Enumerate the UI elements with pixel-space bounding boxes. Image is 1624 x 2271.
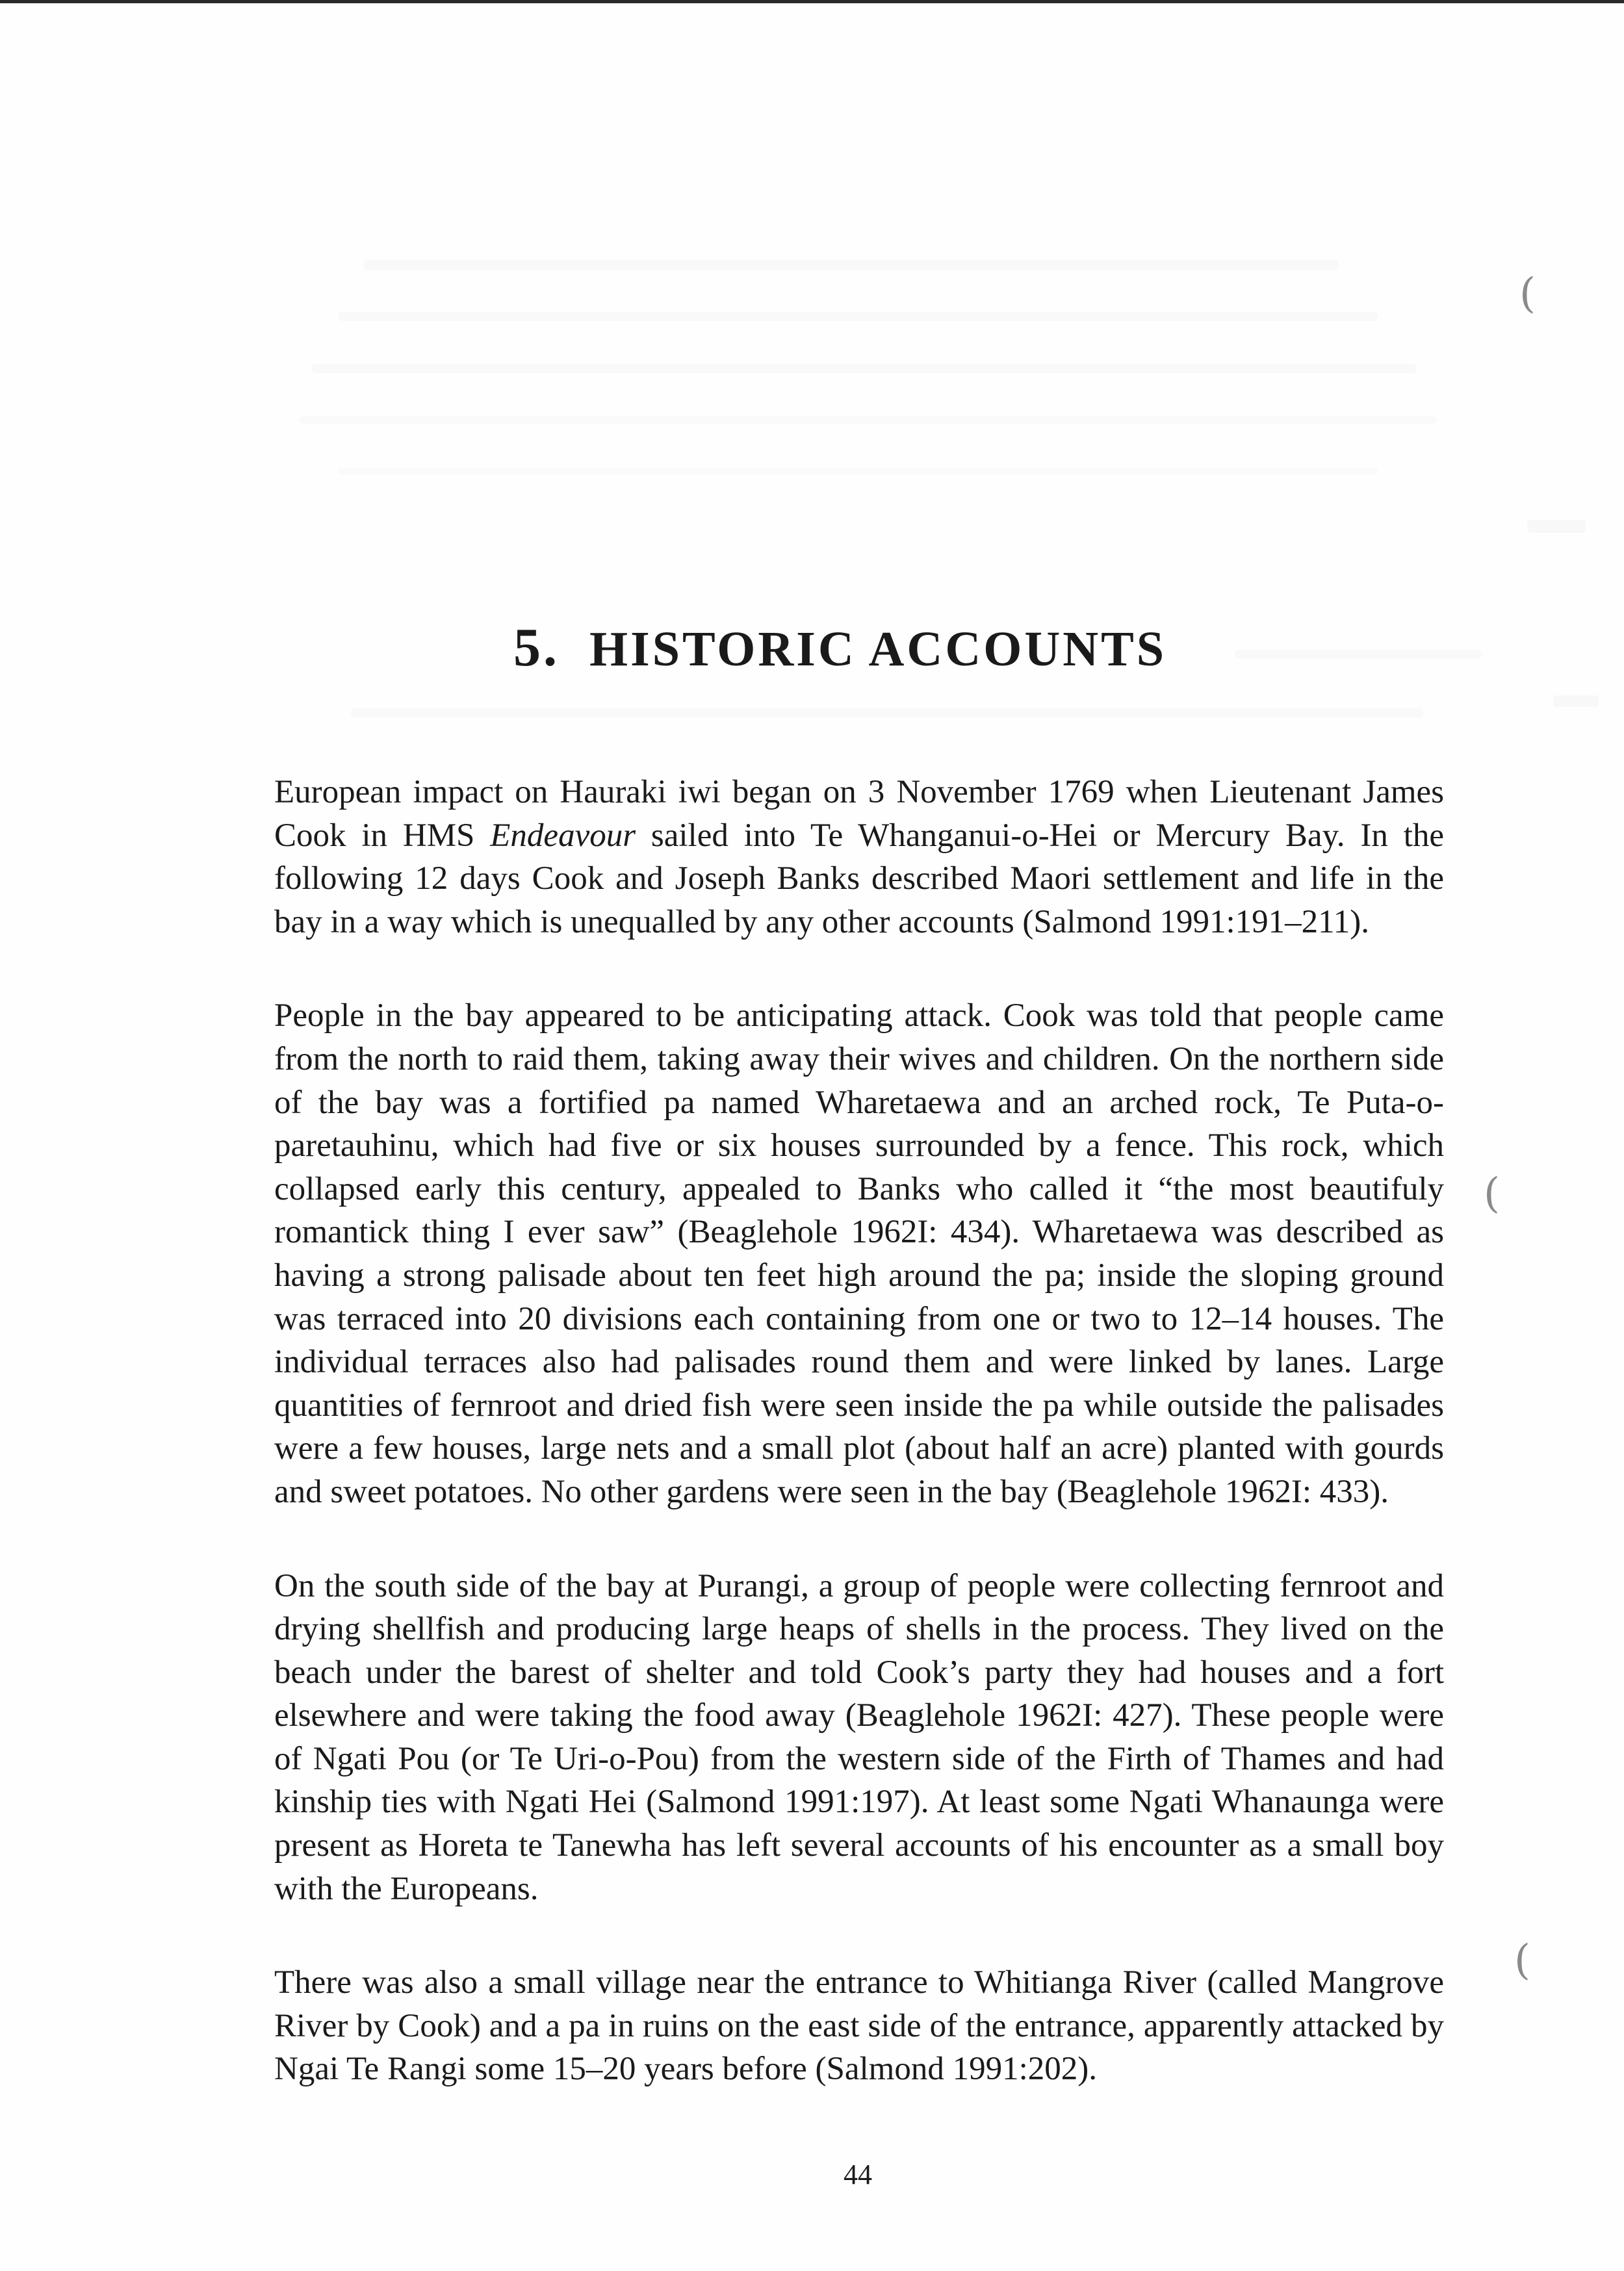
paragraph-text: sailed into Te Whanganui-o-Hei or Mercury Bay. In the following 12 days Cook and Joseph Banks described Maori settlement and life in the bay in a way which is unequalled by any other accounts (Salmond 1991:191–211). — [274, 817, 1444, 940]
paragraph-text: European impact on Hauraki iwi began on 3 November 1769 when Lieutenant James Cook in HMS — [274, 774, 1444, 854]
chapter-heading — [513, 617, 1228, 678]
show-through-smudge — [312, 364, 1417, 373]
show-through-smudge — [1235, 650, 1482, 659]
show-through-smudge — [338, 468, 1378, 474]
show-through-smudge — [1553, 695, 1599, 707]
chapter-body — [274, 771, 1444, 2091]
ship-name: Endeavour — [490, 817, 636, 854]
margin-bracket-mark: ( — [1484, 1170, 1500, 1218]
paragraph: There was also a small village near the entrance to Whitianga River (called Mangrove River by Cook) and a pa in ruins on the east side of the entrance, apparently attacked by Ngai Te Rangi some 15–20 years before (Salmond 1991:202). — [274, 1964, 1444, 2088]
chapter-number: 5. — [513, 617, 560, 678]
paragraph: On the south side of the bay at Purangi, a group of people were collecting fernroot and drying shellfish and producing large heaps of shells in the process. They lived on the beach under the barest of shelter and told Cook’s party they had houses and a fort elsewhere and were taking the food away (Beaglehole 1962I: 427). These people were of Ngati Pou (or Te Uri-o-Pou) from the western side of the Firth of Thames and had kinship ties with Ngati Hei (Salmond 1991:197). At least some Ngati Whanaunga were present as Horeta te Tanewha has left several accounts of his encounter as a small boy with the Europeans. — [274, 1567, 1444, 1907]
page-number: 44 — [844, 2159, 872, 2190]
show-through-smudge — [299, 416, 1436, 424]
show-through-smudge — [351, 708, 1423, 717]
margin-bracket-mark: ( — [1514, 1936, 1530, 1984]
show-through-smudge — [338, 312, 1378, 321]
top-edge-rule — [0, 0, 1624, 3]
paragraph: People in the bay appeared to be anticipating attack. Cook was told that people came from the north to raid them, taking away their wives and children. On the northern side of the bay was a fortified pa named Wharetaewa and an arched rock, Te Puta-o-paretauhinu, which had five or six houses surrounded by a fence. This rock, which collapsed early this century, appealed to Banks who called it “the most beautifuly romantick thing I ever saw” (Beaglehole 1962I: 434). Wharetaewa was described as having a strong palisade about ten feet high around the pa; inside the sloping ground was terraced into 20 divisions each containing from one or two to 12–14 houses. The individual terraces also had palisades round them and were linked by lanes. Large quantities of fernroot and dried fish were seen inside the pa while outside the palisades were a few houses, large nets and a small plot (about half an acre) planted with gourds and sweet potatoes. No other gardens were seen in the bay (Beaglehole 1962I: 433). — [274, 997, 1444, 1510]
paragraph — [274, 771, 1444, 943]
chapter-title: HISTORIC ACCOUNTS — [589, 622, 1167, 676]
show-through-smudge — [1527, 520, 1586, 533]
show-through-smudge — [364, 260, 1339, 270]
margin-bracket-mark: ( — [1519, 270, 1536, 318]
